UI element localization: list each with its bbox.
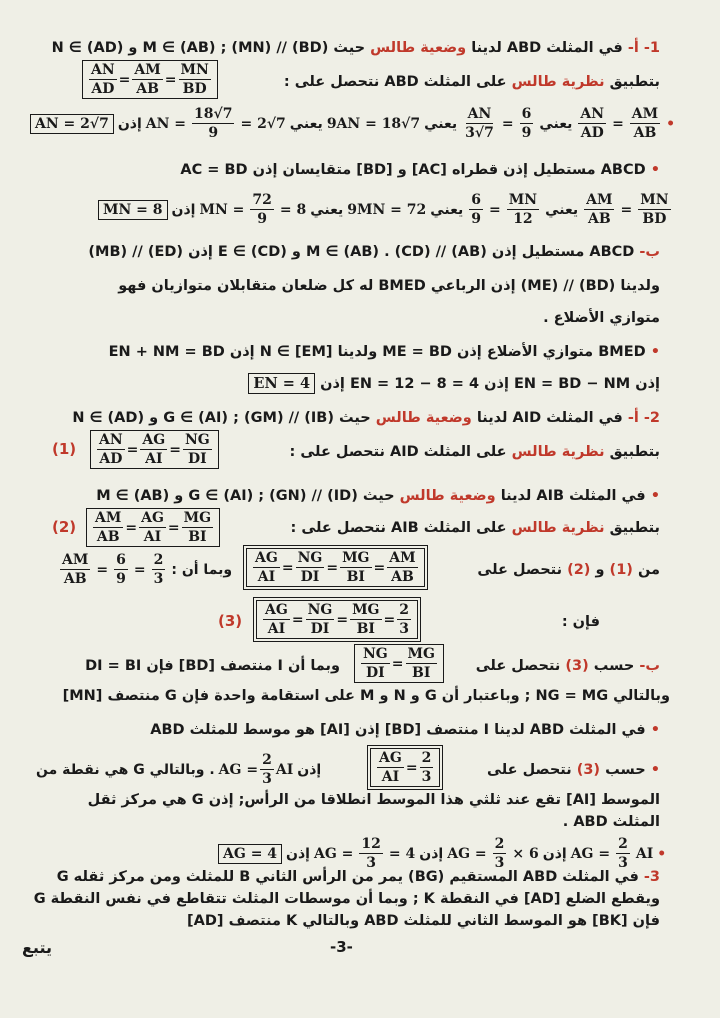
page-number: -3- xyxy=(330,938,353,956)
q2a-statement: 2- أ- في المثلث AID لدينا وضعية طالس حيث (IB) // (GM) ; G ∈ (AI) و N ∈ (AD) xyxy=(72,410,660,426)
ratio-aib: $\frac{AM}{AB}$ = $\frac{AG}{AI}$ = $\frac{MG}{BI}$ xyxy=(86,508,220,547)
q1b-statement: ب- ABCD مستطيل إذن (AB) // (CD) . M ∈ (AB) و E ∈ (CD) إذن (ED) // (MB) xyxy=(88,244,660,260)
bmed-sum: • BMED متوازي الأضلاع إذن ME = BD ولدينا N ∈ [EM] إذن EN + NM = BD xyxy=(108,344,660,360)
thales-apply-aib: بتطبيق نظرية طالس على المثلث AIB نتحصل على : xyxy=(290,520,660,536)
ratio-combined: $\frac{AG}{AI}$ = $\frac{NG}{DI}$ = $\frac{MG}{BI}$ = $\frac{AM}{AB}$ xyxy=(246,548,425,587)
rectangle-diagonals: • ABCD مستطيل إذن قطراه [AC] و [BD] متقايسان إذن AC = BD xyxy=(180,162,660,178)
ag-calc: AG = 4 إذن AG = $\frac{12}{3}$ = 4 إذن AG = $\frac{2}{3}$ × 6 إذن AG = $\frac{2}{3}$ AI • xyxy=(218,836,666,871)
ratio-aid: $\frac{AN}{AD}$ = $\frac{AG}{AI}$ = $\frac{NG}{DI}$ xyxy=(90,430,219,469)
di-bi: وبما أن I منتصف [BD] فإن DI = BI xyxy=(85,658,340,674)
eq-label-1: (1) xyxy=(52,440,77,458)
q3-statement: 3- في المثلث ABD المستقيم (BG) يمر من الرأس الثاني B للمثلث ومن مركز ثقله G ويقطع الضلع [AD] في النقطة K ; وبما أن موسطات المثلث تتقاطع في نفس النقطة G فإن [BK] هو الموسط الثاني للمثلث ABD وبالتالي K منتصف [AD] xyxy=(33,869,660,929)
parallelogram-reason: ولدينا (BD) // (ME) إذن الرباعي BMED له كل ضلعان متقابلان متوازيان فهو xyxy=(118,278,660,294)
aib-statement: • في المثلث AIB لدينا وضعية طالس حيث (ID) // (GN) ; G ∈ (AI) و M ∈ (AB) xyxy=(96,488,660,504)
centroid-abd: المثلث ABD . xyxy=(562,814,660,830)
ratio-3: $\frac{AG}{AI}$ = $\frac{NG}{DI}$ = $\frac{MG}{BI}$ = $\frac{2}{3}$ xyxy=(256,600,418,639)
continue-label: يتبع xyxy=(22,938,52,957)
from-1-2: من (1) و (2) نتحصل على xyxy=(477,562,660,578)
eq-label-3: (3) xyxy=(218,612,243,630)
ng-mg-ratio: $\frac{NG}{DI}$ = $\frac{MG}{BI}$ xyxy=(354,644,444,683)
parallelogram-conclusion: متوازي الأضلاع . xyxy=(543,310,660,326)
am-ab-value: $\frac{AM}{AB}$ = $\frac{6}{9}$ = $\frac{2}{3}$ : وبما أن xyxy=(62,552,233,587)
eq-label-2: (2) xyxy=(52,518,77,536)
g-midpoint-mn: وبالتالي NG = MG ; وباعتبار أن G و N و M على استقامة واحدة فإن G منتصف [MN] xyxy=(62,688,670,704)
an-calc: AN = 2√7 إذن AN = $\frac{18√7}{9}$ = 2√7 يعني 9AN = 18√7 يعني $\frac{AN}{3√7}$ = $\frac{6}{9}$ يعني $\frac{AN}{AD}$ = $\frac{AM}{AB}$ • xyxy=(30,106,675,141)
from-3: • حسب (3) نتحصل على xyxy=(487,762,660,778)
ag-two-thirds: إذن AG = $\frac{2}{3}$ AI . وبالتالي G هي نقطة من xyxy=(36,752,322,787)
thales-apply-aid: بتطبيق نظرية طالس على المثلث AID نتحصل على : xyxy=(289,444,660,460)
en-calc: إذن EN = BD − NM إذن EN = 12 − 8 = 4 إذن EN = 4 xyxy=(30,374,660,394)
therefore: فإن : xyxy=(561,614,600,630)
ai-median: • في المثلث ABD لدينا I منتصف [BD] إذن [AI] هو موسط للمثلث ABD xyxy=(150,722,660,738)
q1a-statement: 1- أ- في المثلث ABD لدينا وضعية طالس حيث (BD) // (MN) ; M ∈ (AB) و N ∈ (AD) xyxy=(51,40,660,56)
q2b-statement: ب- حسب (3) نتحصل على xyxy=(475,658,660,674)
ratio-abd: $\frac{AN}{AD}$ = $\frac{AM}{AB}$ = $\frac{MN}{BD}$ xyxy=(82,60,218,99)
thales-apply-abd: بتطبيق نظرية طالس على المثلث ABD نتحصل على : xyxy=(283,74,660,90)
centroid-reason: الموسط [AI] تقع عند ثلثي هذا الموسط انطلاقا من الرأس; إذن G هي مركز ثقل xyxy=(87,792,660,808)
ag-ai-ratio: $\frac{AG}{AI}$ = $\frac{2}{3}$ xyxy=(370,748,440,787)
mn-calc: MN = 8 إذن MN = $\frac{72}{9}$ = 8 يعني 9MN = 72 يعني $\frac{6}{9}$ = $\frac{MN}{12}$ يعني $\frac{AM}{AB}$ = $\frac{MN}{BD}$ xyxy=(98,192,673,227)
